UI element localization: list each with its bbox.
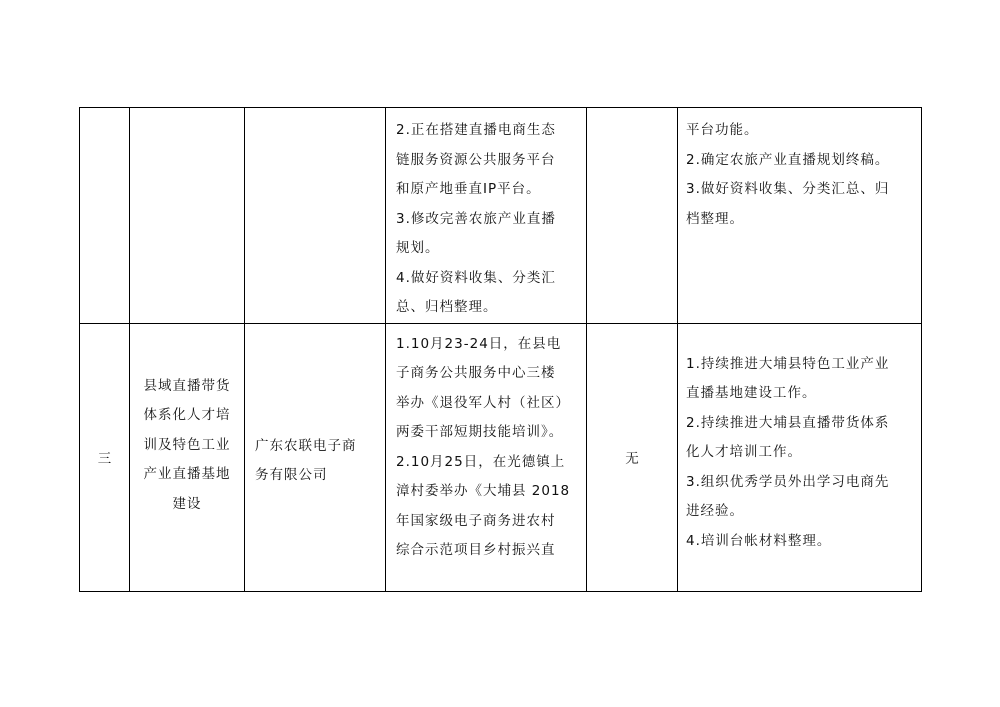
table-row bbox=[80, 108, 922, 324]
text-line: 3.修改完善农旅产业直播 bbox=[396, 210, 556, 227]
company-cell bbox=[245, 108, 386, 324]
text-line: 子商务公共服务中心三楼 bbox=[396, 365, 556, 381]
plan-cell bbox=[678, 108, 922, 324]
text-line: 2.持续推进大埔县直播带货体系 bbox=[686, 414, 890, 431]
text-line: 4.培训台帐材料整理。 bbox=[686, 532, 832, 549]
text-line: 2.正在搭建直播电商生态 bbox=[396, 122, 556, 138]
text-line: 1.10月23-24日，在县电 bbox=[396, 335, 562, 352]
progress-table bbox=[79, 107, 922, 592]
text-line: 4.做好资料收集、分类汇 bbox=[396, 269, 556, 286]
table-row bbox=[80, 323, 922, 591]
text-line: 2.10月25日，在光德镇上 bbox=[396, 453, 566, 470]
text-line: 3.做好资料收集、分类汇总、归 bbox=[686, 181, 890, 197]
text-line: 2.确定农旅产业直播规划终稿。 bbox=[686, 151, 890, 168]
problem-cell bbox=[587, 323, 678, 591]
index-cell bbox=[80, 323, 130, 591]
text-line: 3.组织优秀学员外出学习电商先 bbox=[686, 473, 890, 490]
project-cell bbox=[130, 108, 245, 324]
row-index: 三 bbox=[97, 451, 112, 467]
progress-cell bbox=[386, 108, 587, 324]
text-line: 漳村委举办《大埔县 2018 bbox=[396, 483, 571, 499]
plan-cell bbox=[678, 323, 922, 591]
text-line: 平台功能。 bbox=[686, 122, 759, 138]
text-line: 规划。 bbox=[396, 240, 440, 256]
text-line: 训及特色工业 bbox=[143, 436, 231, 453]
progress-text bbox=[386, 324, 586, 566]
text-line: 年国家级电子商务进农村 bbox=[396, 512, 556, 529]
problem-text: 无 bbox=[625, 451, 639, 467]
text-line: 和原产地垂直IP平台。 bbox=[396, 181, 541, 197]
text-line: 直播基地建设工作。 bbox=[686, 385, 817, 401]
text-line: 举办《退役军人村（社区） bbox=[396, 394, 570, 411]
text-line: 建设 bbox=[172, 495, 202, 512]
plan-text bbox=[678, 324, 921, 557]
text-line: 化人才培训工作。 bbox=[686, 444, 802, 460]
text-line: 综合示范项目乡村振兴直 bbox=[396, 542, 556, 558]
plan-text bbox=[678, 108, 921, 234]
text-line: 总、归档整理。 bbox=[396, 299, 498, 315]
text-line: 进经验。 bbox=[686, 503, 744, 519]
text-line: 链服务资源公共服务平台 bbox=[396, 151, 556, 168]
index-cell bbox=[80, 108, 130, 324]
company-cell bbox=[245, 323, 386, 591]
text-line: 1.持续推进大埔县特色工业产业 bbox=[686, 355, 890, 372]
problem-cell bbox=[587, 108, 678, 324]
text-line: 档整理。 bbox=[686, 210, 744, 227]
text-line: 广东农联电子商 bbox=[255, 437, 357, 454]
text-line: 产业直播基地 bbox=[143, 466, 231, 482]
company-text bbox=[245, 324, 385, 491]
text-line: 两委干部短期技能培训》。 bbox=[396, 424, 564, 440]
text-line: 体系化人才培 bbox=[143, 407, 231, 423]
progress-cell bbox=[386, 323, 587, 591]
project-text bbox=[130, 324, 244, 520]
text-line: 务有限公司 bbox=[255, 467, 328, 483]
text-line: 县域直播带货 bbox=[143, 377, 231, 394]
progress-text bbox=[386, 108, 586, 323]
project-cell bbox=[130, 323, 245, 591]
